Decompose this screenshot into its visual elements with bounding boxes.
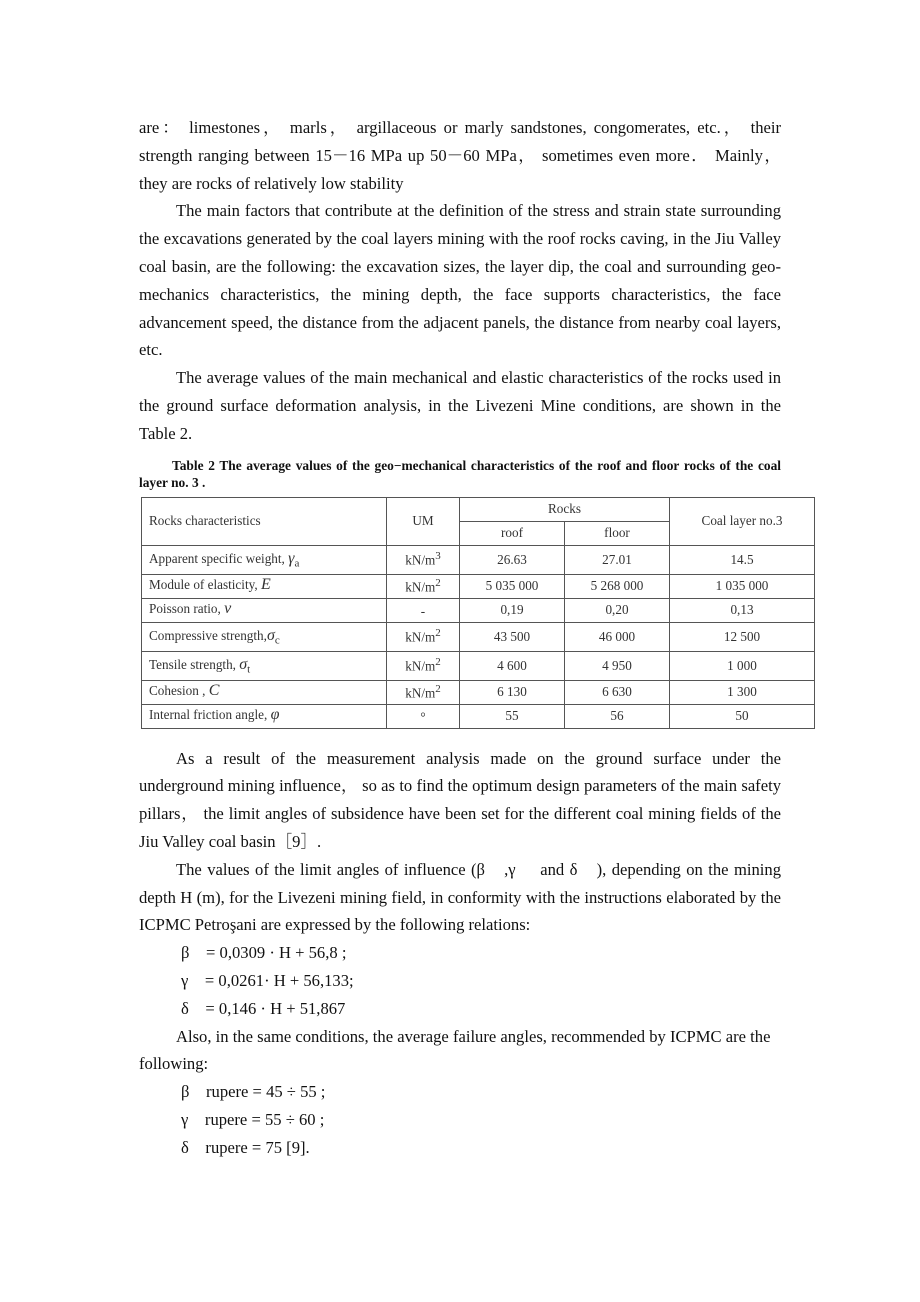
header-um: UM — [387, 497, 460, 545]
row-label — [142, 704, 387, 728]
table-row — [142, 651, 815, 680]
header-roof: roof — [460, 521, 565, 545]
table-row — [142, 622, 815, 651]
row-floor: 56 — [565, 704, 670, 728]
row-label-text: Internal friction angle, — [149, 707, 268, 723]
row-symbol: σ — [239, 655, 248, 673]
row-um-text: kN/m — [405, 685, 436, 701]
row-symbol: φ — [270, 706, 280, 724]
row-floor: 4 950 — [565, 651, 670, 680]
row-symbol-sub: t — [247, 663, 251, 676]
row-floor: 6 630 — [565, 680, 670, 704]
row-um — [387, 574, 460, 598]
row-um — [387, 651, 460, 680]
row-label — [142, 545, 387, 574]
row-label-text: Compressive strength, — [149, 627, 267, 643]
row-um-text: - — [420, 603, 426, 619]
row-coal: 12 500 — [670, 622, 815, 651]
row-floor: 0,20 — [565, 598, 670, 622]
rock-characteristics-table — [141, 497, 815, 729]
table-header-row — [142, 497, 815, 521]
row-label — [142, 598, 387, 622]
header-coal-layer: Coal layer no.3 — [670, 497, 815, 545]
failure-angle-delta: δ rupere = 75 [9]. — [181, 1137, 310, 1157]
row-um-text: kN/m — [405, 552, 436, 568]
row-um-sup: 2 — [435, 656, 441, 669]
row-label-text: Poisson ratio, — [149, 601, 221, 617]
row-coal: 1 035 000 — [670, 574, 815, 598]
row-floor: 5 268 000 — [565, 574, 670, 598]
row-um-text: kN/m — [405, 629, 436, 645]
row-floor: 46 000 — [565, 622, 670, 651]
row-symbol-sub: c — [274, 634, 280, 647]
row-coal: 50 — [670, 704, 815, 728]
row-roof: 4 600 — [460, 651, 565, 680]
table-row — [142, 598, 815, 622]
row-label — [142, 574, 387, 598]
row-symbol-sub: a — [294, 557, 300, 570]
relation-delta: δ = 0,146 · H + 51,867 — [181, 998, 346, 1018]
relation-gamma: γ = 0,0261· H + 56,133; — [181, 970, 354, 990]
row-symbol: γ — [288, 549, 295, 567]
row-coal: 14.5 — [670, 545, 815, 574]
failure-angle-gamma: γ rupere = 55 ÷ 60 ; — [181, 1109, 325, 1129]
paragraph-average-values: The average values of the main mechanical and elastic characteristics of the rocks used in the ground surface deformation analysis, in the Livezeni Mine conditions, are shown in the Table 2. — [139, 368, 781, 443]
paragraph-measurement-analysis: As a result of the measurement analysis made on the ground surface under the underground mining influence， so as to find the optimum design parameters of the main safety pillars， the limit angles of subsidence have been set for the different coal mining fields of the Jiu Valley coal basin［9］. — [139, 748, 781, 851]
row-roof: 0,19 — [460, 598, 565, 622]
header-characteristics: Rocks characteristics — [142, 497, 387, 545]
failure-angle-beta: β rupere = 45 ÷ 55 ; — [181, 1082, 326, 1102]
row-um-text: kN/m — [405, 658, 436, 674]
row-coal: 1 300 — [670, 680, 815, 704]
row-roof: 5 035 000 — [460, 574, 565, 598]
table-row — [142, 704, 815, 728]
row-um — [387, 622, 460, 651]
row-um-sup: 2 — [435, 627, 441, 640]
row-um-sup: 2 — [435, 682, 441, 695]
row-um — [387, 680, 460, 704]
header-floor: floor — [565, 521, 670, 545]
row-um-sup: 3 — [435, 550, 441, 563]
table-row — [142, 545, 815, 574]
row-um-sup: 2 — [435, 576, 441, 589]
row-roof: 43 500 — [460, 622, 565, 651]
row-label-text: Module of elasticity, — [149, 577, 258, 593]
after-table-section — [139, 745, 781, 1162]
row-um — [387, 704, 460, 728]
paragraph-limit-angles: The values of the limit angles of influence (β ,γ and δ ), depending on the mining depth H (m), for the Livezeni mining field, in conformity with the instructions elaborated by the ICPMC Petroşani are expressed by the following relations: — [139, 859, 781, 935]
row-um-text: ° — [420, 709, 426, 725]
paragraph-failure-angles: Also, in the same conditions, the average failure angles, recommended by ICPMC are the following: — [139, 1026, 771, 1074]
relation-beta: β = 0,0309 · H + 56,8 ; — [181, 943, 347, 963]
row-label-text: Cohesion , — [149, 683, 206, 699]
row-coal: 1 000 — [670, 651, 815, 680]
row-label-text: Apparent specific weight, — [149, 550, 285, 566]
row-um — [387, 545, 460, 574]
table-row — [142, 574, 815, 598]
row-roof: 55 — [460, 704, 565, 728]
row-floor: 27.01 — [565, 545, 670, 574]
row-coal: 0,13 — [670, 598, 815, 622]
row-roof: 6 130 — [460, 680, 565, 704]
document-page — [139, 114, 781, 1162]
row-label-text: Tensile strength, — [149, 656, 236, 672]
row-um — [387, 598, 460, 622]
row-symbol: E — [260, 576, 271, 594]
row-label — [142, 622, 387, 651]
row-label — [142, 680, 387, 704]
table-row — [142, 680, 815, 704]
paragraph-rock-types: are： limestones， marls， argillaceous or marly sandstones, congomerates, etc.， their strength ranging between 15－16 MPa up 50－60 MPa， sometimes even more． Mainly， they are rocks of relatively low stability — [139, 118, 781, 193]
row-um-text: kN/m — [405, 579, 436, 595]
header-rocks: Rocks — [460, 497, 670, 521]
paragraph-main-factors: The main factors that contribute at the definition of the stress and strain state surrounding the excavations generated by the coal layers mining with the roof rocks caving, in the Jiu Valley coal basin, are the following: the excavation sizes, the layer dip, the coal and surrounding geo-mechanics characteristics, the mining depth, the face supports characteristics, the face advancement speed, the distance from the adjacent panels, the distance from nearby coal layers, etc. — [139, 201, 781, 360]
row-roof: 26.63 — [460, 545, 565, 574]
row-symbol: σ — [266, 626, 275, 644]
table-caption: Table 2 The average values of the geo−mechanical characteristics of the roof and floor rocks of the coal layer no. 3 . — [139, 457, 781, 490]
row-symbol: C — [208, 682, 220, 700]
row-label — [142, 651, 387, 680]
row-symbol: ν — [224, 600, 232, 618]
